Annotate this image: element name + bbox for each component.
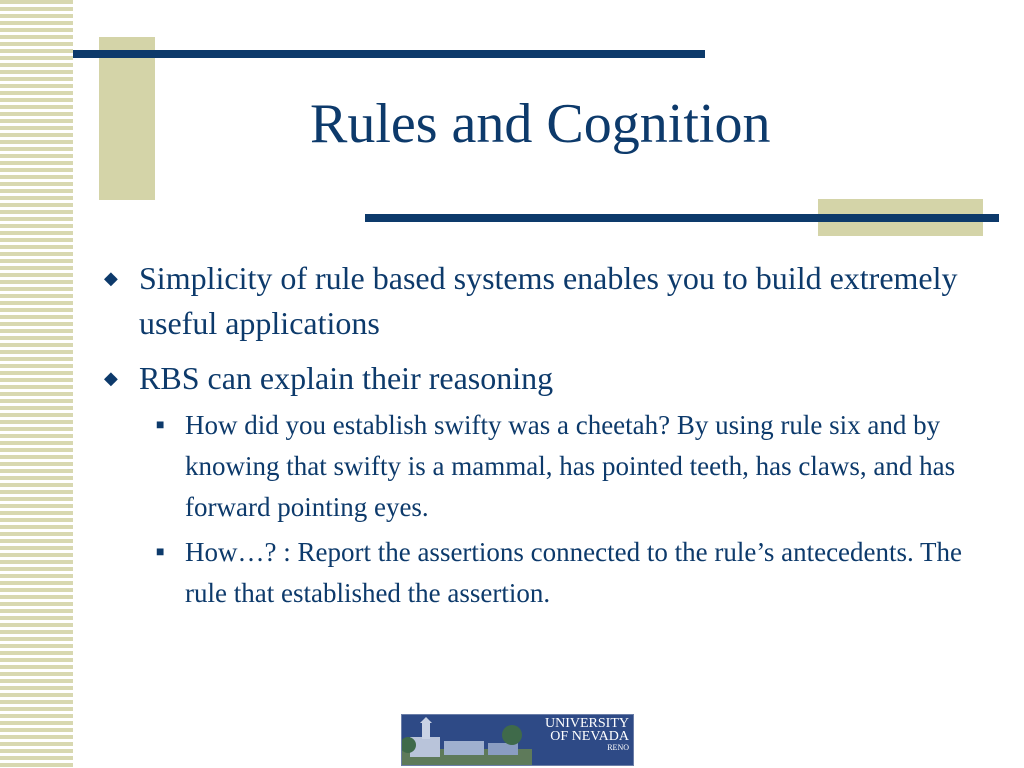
bullet-text: Simplicity of rule based systems enables you to build extremely useful applications <box>139 260 958 341</box>
top-rule-line <box>73 50 705 58</box>
slide-body <box>104 256 964 618</box>
tan-block-top <box>99 37 155 200</box>
sub-bullet-item <box>150 405 964 528</box>
bullet-text: RBS can explain their reasoning <box>139 360 554 396</box>
sub-bullet-item <box>150 532 964 614</box>
logo-wordmark <box>545 717 629 752</box>
logo-line-3: RENO <box>607 743 629 752</box>
logo-line-1: UNIVERSITY <box>545 716 629 731</box>
bullet-item <box>104 256 964 346</box>
slide-title: Rules and Cognition <box>310 93 771 155</box>
university-logo <box>401 714 634 766</box>
diamond-bullet-icon: ◆ <box>104 268 118 288</box>
left-stripe-decoration <box>0 0 73 768</box>
square-bullet-icon: ■ <box>156 418 165 433</box>
bullet-item <box>104 356 964 401</box>
logo-line-2: OF NEVADA <box>550 729 629 744</box>
title-underline-rule <box>365 214 999 222</box>
diamond-bullet-icon: ◆ <box>104 368 118 388</box>
sub-bullet-text: How did you establish swifty was a cheetah? By using rule six and by knowing that swifty is a mammal, has pointed teeth, has claws, and has forward pointing eyes. <box>185 410 956 522</box>
sub-bullet-text: How…? : Report the assertions connected to the rule’s antecedents. The rule that established the assertion. <box>185 537 963 608</box>
square-bullet-icon: ■ <box>156 545 165 560</box>
